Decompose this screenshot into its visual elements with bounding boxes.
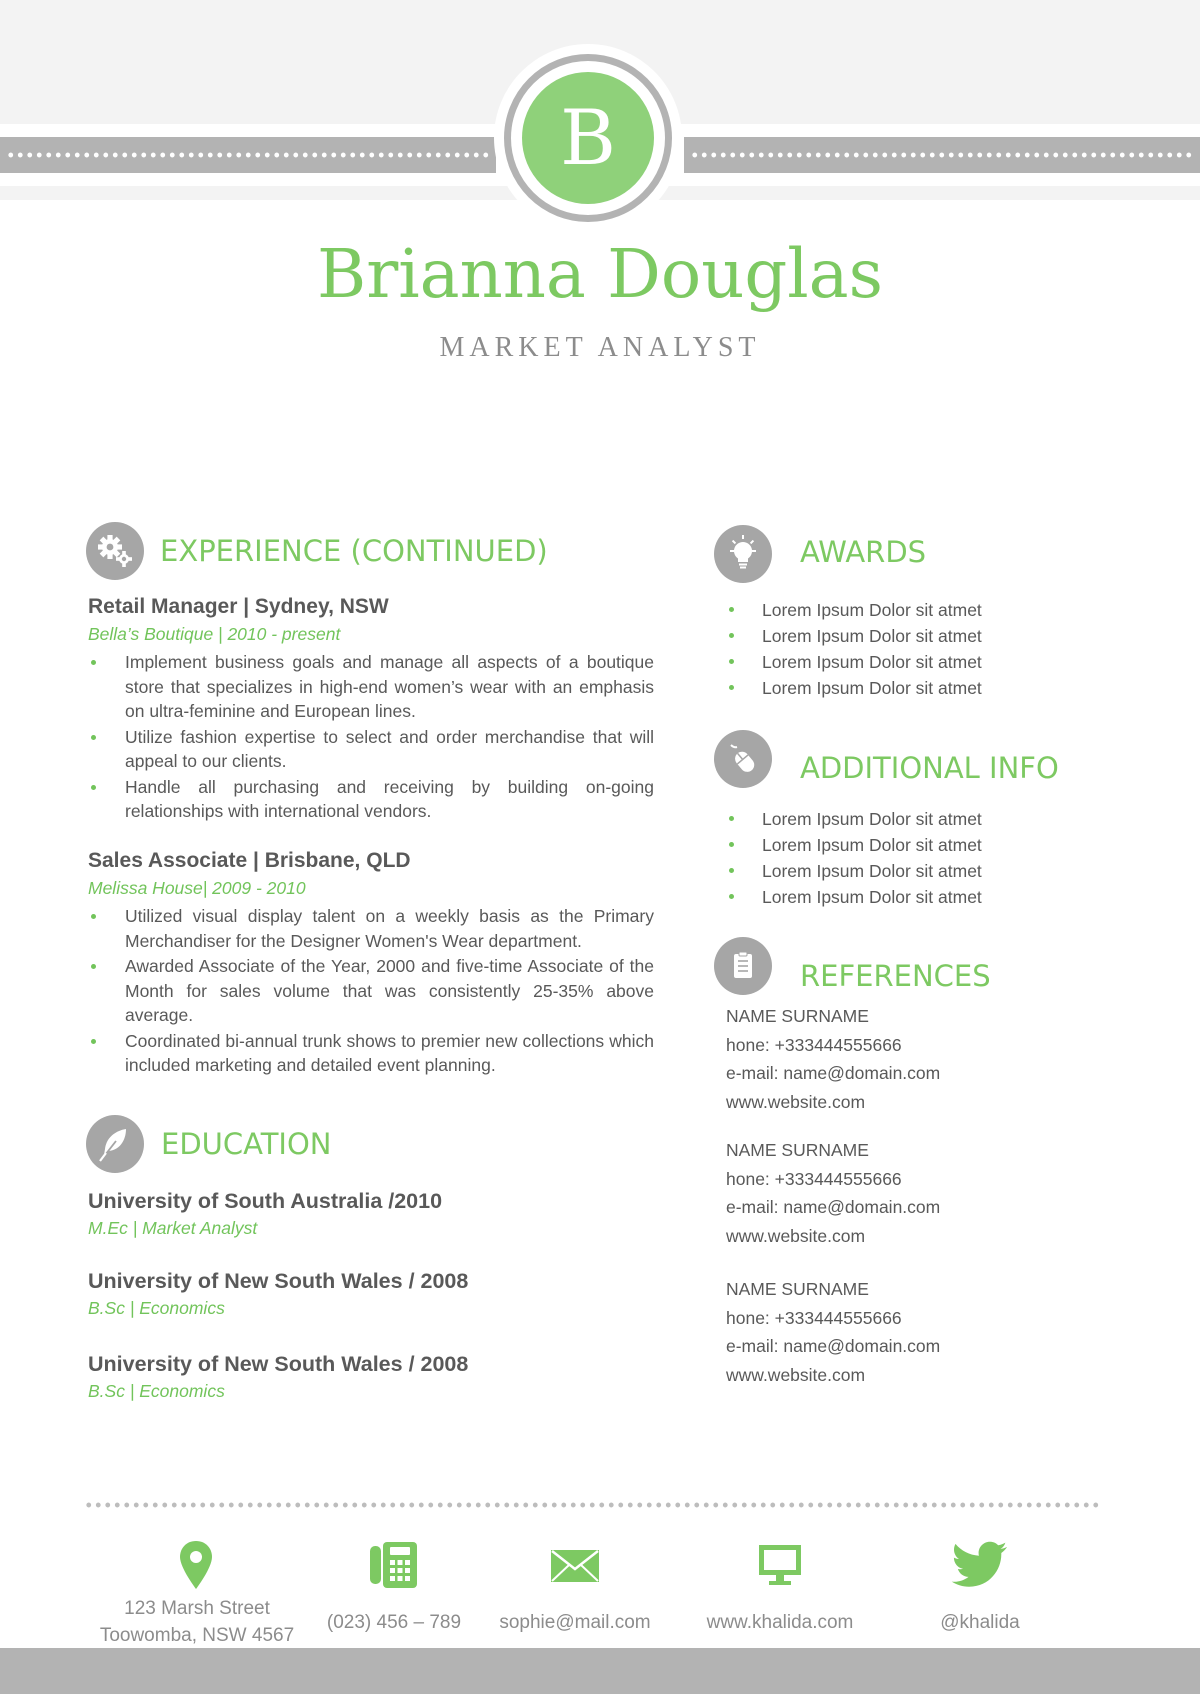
lightbulb-icon	[714, 525, 772, 583]
footer-phone: (023) 456 – 789	[326, 1612, 462, 1633]
candidate-name: Brianna Douglas	[316, 235, 884, 313]
list-item: Lorem Ipsum Dolor sit atmet	[726, 623, 1106, 649]
footer-website[interactable]: www.khalida.com	[706, 1612, 854, 1633]
list-item: Utilized visual display talent on a weekly basis as the Primary Merchandiser for the Designer Women's Wear department.	[88, 904, 654, 953]
job-title: Retail Manager | Sydney, NSW	[88, 595, 389, 618]
location-pin-icon	[178, 1540, 214, 1590]
degree-school: University of New South Wales / 2008	[88, 1352, 469, 1376]
address-line-1: 123 Marsh Street	[124, 1598, 270, 1619]
reference-phone: hone: +333444555666	[726, 1168, 902, 1189]
additional-info-list	[726, 806, 1106, 910]
reference-email: e-mail: name@domain.com	[726, 1336, 941, 1356]
gears-icon	[86, 522, 144, 580]
reference-entry	[726, 1002, 1106, 1116]
list-item: Coordinated bi-annual trunk shows to premier new collections which included marketing and detailed event planning.	[88, 1029, 654, 1078]
reference-entry	[726, 1136, 1106, 1250]
job-title: Sales Associate | Brisbane, QLD	[88, 849, 411, 872]
job-company: Bella’s Boutique | 2010 - present	[88, 624, 341, 644]
reference-email: e-mail: name@domain.com	[726, 1063, 941, 1083]
list-item: Lorem Ipsum Dolor sit atmet	[726, 649, 1106, 675]
header-stripe-right	[684, 137, 1200, 173]
list-item: Handle all purchasing and receiving by building on-going relationships with international vendors.	[88, 775, 654, 824]
reference-name: NAME SURNAME	[726, 1006, 869, 1026]
monogram: B	[522, 72, 654, 204]
list-item: Lorem Ipsum Dolor sit atmet	[726, 675, 1106, 701]
list-item: Awarded Associate of the Year, 2000 and five-time Associate of the Month for sales volume that was consistently 25-35% above average.	[88, 954, 654, 1028]
degree-school: University of New South Wales / 2008	[88, 1269, 469, 1293]
reference-entry	[726, 1275, 1106, 1389]
candidate-role: MARKET ANALYST	[439, 332, 761, 363]
degree-name: B.Sc | Economics	[88, 1381, 225, 1401]
list-item: Lorem Ipsum Dolor sit atmet	[726, 884, 1106, 910]
monitor-icon	[757, 1543, 803, 1587]
awards-list	[726, 597, 1106, 701]
degree-name: M.Ec | Market Analyst	[88, 1218, 258, 1238]
envelope-icon	[550, 1549, 600, 1583]
twitter-bird-icon	[951, 1541, 1009, 1589]
footer-address	[86, 1595, 308, 1649]
footer-twitter[interactable]: @khalida	[940, 1612, 1020, 1633]
footer-email[interactable]: sophie@mail.com	[499, 1612, 651, 1633]
reference-website: www.website.com	[726, 1091, 866, 1112]
footer-divider	[84, 1501, 1100, 1509]
reference-website: www.website.com	[726, 1225, 866, 1246]
job-company: Melissa House| 2009 - 2010	[88, 878, 306, 898]
list-item: Lorem Ipsum Dolor sit atmet	[726, 832, 1106, 858]
references-heading: REFERENCES	[800, 959, 991, 993]
list-item: Lorem Ipsum Dolor sit atmet	[726, 858, 1106, 884]
awards-heading: AWARDS	[800, 535, 927, 569]
degree-name: B.Sc | Economics	[88, 1298, 225, 1318]
address-line-2: Toowomba, NSW 4567	[99, 1625, 295, 1646]
reference-email: e-mail: name@domain.com	[726, 1197, 941, 1217]
list-item: Utilize fashion expertise to select and order merchandise that will appeal to our clients.	[88, 725, 654, 774]
feather-icon	[86, 1115, 144, 1173]
degree-school: University of South Australia /2010	[88, 1189, 443, 1213]
phone-icon	[369, 1540, 419, 1590]
reference-name: NAME SURNAME	[726, 1279, 869, 1299]
header-stripe-left	[0, 137, 496, 173]
list-item: Implement business goals and manage all aspects of a boutique store that specializes in high-end women’s wear with an emphasis on ultra-feminine and European lines.	[88, 650, 654, 724]
reference-name: NAME SURNAME	[726, 1140, 869, 1160]
clipboard-icon	[714, 937, 772, 995]
list-item: Lorem Ipsum Dolor sit atmet	[726, 597, 1106, 623]
reference-phone: hone: +333444555666	[726, 1307, 902, 1328]
list-item: Lorem Ipsum Dolor sit atmet	[726, 806, 1106, 832]
experience-heading: EXPERIENCE (CONTINUED)	[160, 534, 548, 568]
reference-website: www.website.com	[726, 1364, 866, 1385]
additional-info-heading: ADDITIONAL INFO	[800, 751, 1059, 785]
job-duties	[88, 904, 654, 1079]
job-duties	[88, 650, 654, 825]
mouse-icon	[714, 730, 772, 788]
footer-bar	[0, 1648, 1200, 1694]
education-heading: EDUCATION	[161, 1127, 332, 1161]
reference-phone: hone: +333444555666	[726, 1034, 902, 1055]
